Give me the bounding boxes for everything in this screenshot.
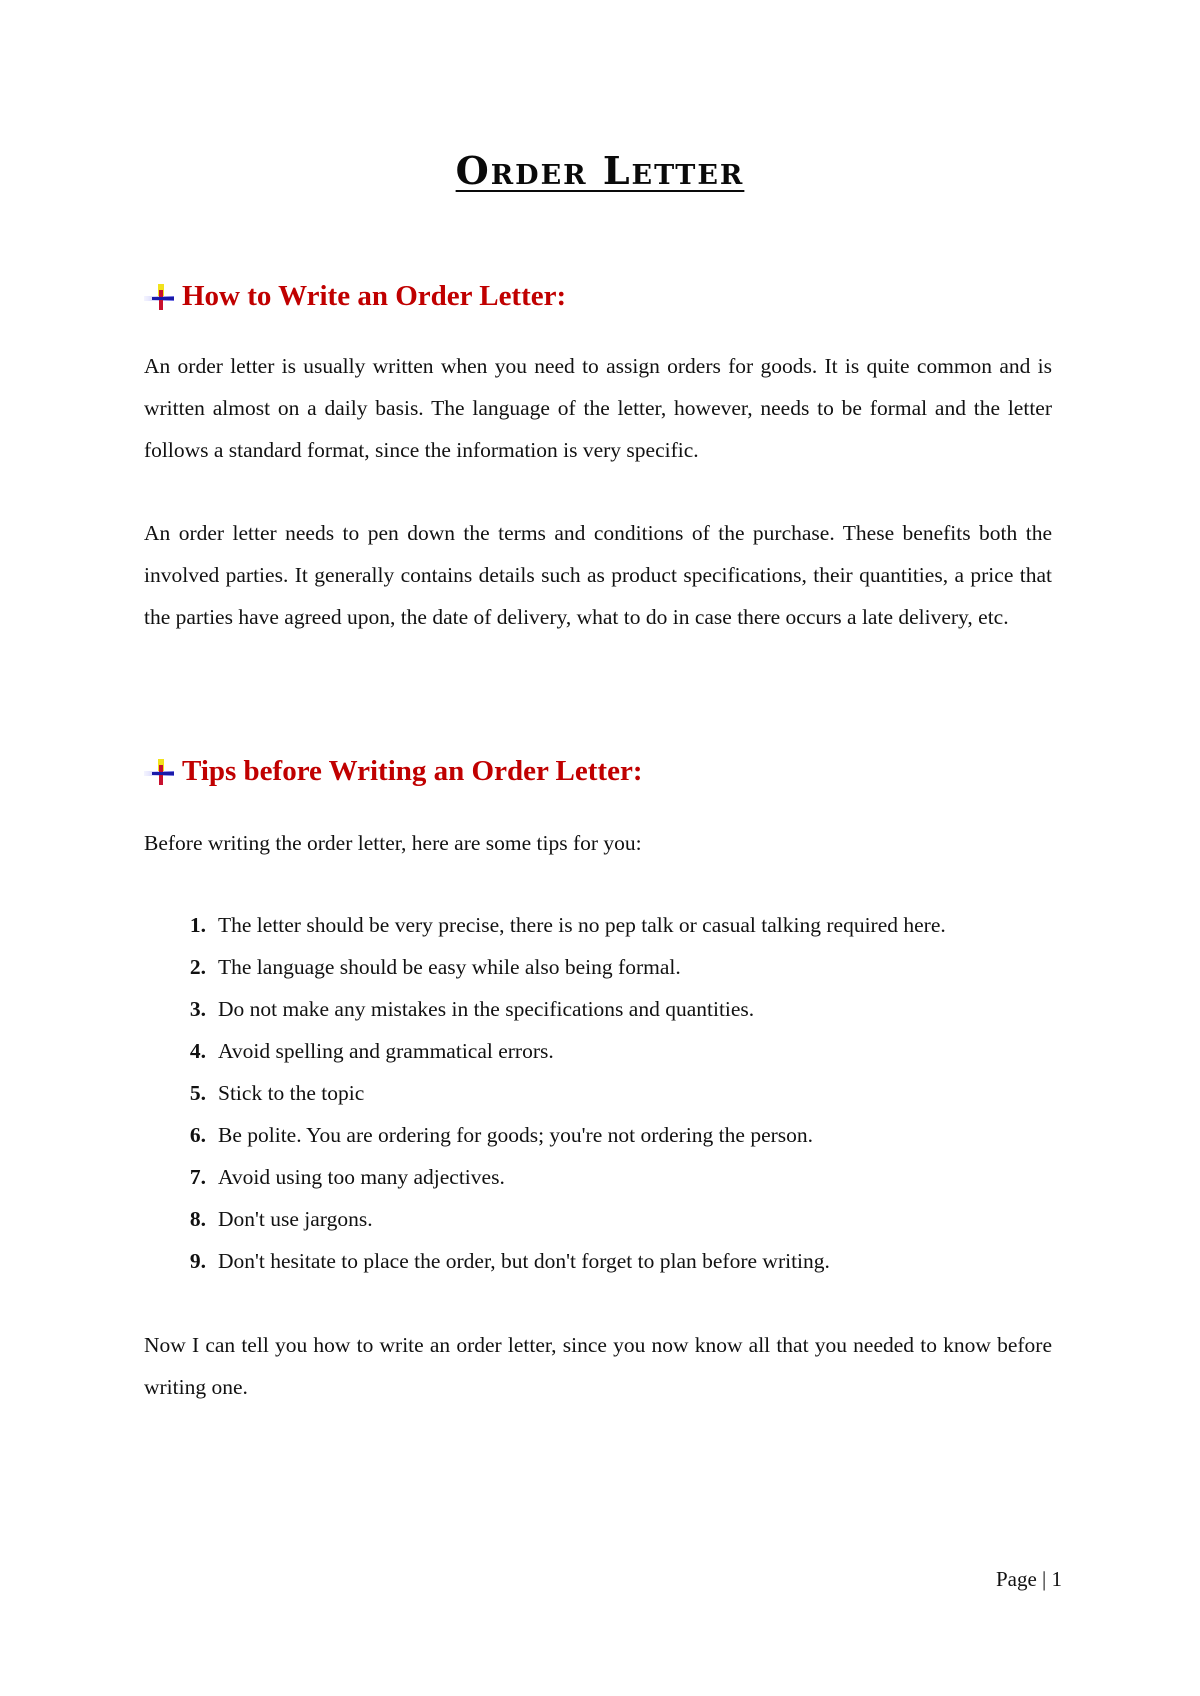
document-title: Order Letter bbox=[455, 148, 745, 193]
paragraph-2: An order letter needs to pen down the terms and conditions of the purchase. These benefits both the involved parties. It generally contains details such as product specifications, their quantities, a price that the parties have agreed upon, the date of delivery, what to do in case there occurs a late delivery, etc. bbox=[144, 521, 1052, 629]
page-number: 1 bbox=[1051, 1567, 1062, 1591]
list-item-number: 4. bbox=[189, 1039, 206, 1063]
list-item bbox=[144, 988, 1064, 1030]
list-item-text: The language should be easy while also being formal. bbox=[218, 955, 681, 979]
list-item-text: Do not make any mistakes in the specifications and quantities. bbox=[218, 997, 755, 1021]
list-item-text: Stick to the topic bbox=[218, 1081, 365, 1105]
list-item bbox=[144, 1030, 1064, 1072]
list-item-number: 7. bbox=[189, 1165, 206, 1189]
paragraph-1: An order letter is usually written when you need to assign orders for goods. It is quite common and is written almost on a daily basis. The language of the letter, however, needs to be formal and the letter follows a standard format, since the information is very specific. bbox=[144, 354, 1052, 462]
section-heading-text: Tips before Writing an Order Letter: bbox=[182, 755, 643, 787]
list-item bbox=[144, 1198, 1064, 1240]
list-item-number: 2. bbox=[189, 955, 206, 979]
list-item-number: 3. bbox=[189, 997, 206, 1021]
list-item-number: 8. bbox=[189, 1207, 206, 1231]
plus-cross-bullet-icon bbox=[142, 282, 176, 312]
tips-intro: Before writing the order letter, here are some tips for you: bbox=[144, 831, 642, 855]
list-item-text: Don't use jargons. bbox=[218, 1207, 373, 1231]
list-item bbox=[144, 946, 1064, 988]
section-heading-text: How to Write an Order Letter: bbox=[182, 280, 567, 312]
list-item bbox=[144, 1156, 1064, 1198]
list-item-text: Be polite. You are ordering for goods; you're not ordering the person. bbox=[218, 1123, 814, 1147]
list-item-text: The letter should be very precise, there is no pep talk or casual talking required here. bbox=[218, 913, 946, 937]
page-footer bbox=[996, 1567, 1062, 1592]
section-heading-how-to-write bbox=[142, 280, 566, 313]
list-item-number: 1. bbox=[189, 913, 206, 937]
tips-list bbox=[144, 904, 1064, 1282]
list-item-text: Avoid using too many adjectives. bbox=[218, 1165, 505, 1189]
list-item-text: Avoid spelling and grammatical errors. bbox=[218, 1039, 554, 1063]
plus-cross-bullet-icon bbox=[142, 757, 176, 787]
section-heading-tips bbox=[142, 755, 642, 788]
list-item-text: Don't hesitate to place the order, but don't forget to plan before writing. bbox=[218, 1249, 830, 1273]
list-item-number: 5. bbox=[189, 1081, 206, 1105]
list-item-number: 9. bbox=[189, 1249, 206, 1273]
list-item-number: 6. bbox=[189, 1123, 206, 1147]
list-item bbox=[144, 1072, 1064, 1114]
list-item bbox=[144, 1240, 1064, 1282]
closing-paragraph: Now I can tell you how to write an order letter, since you now know all that you needed to know before writing one. bbox=[144, 1333, 1052, 1399]
page-label: Page | bbox=[995, 1567, 1052, 1591]
list-item bbox=[144, 904, 1064, 946]
list-item bbox=[144, 1114, 1064, 1156]
